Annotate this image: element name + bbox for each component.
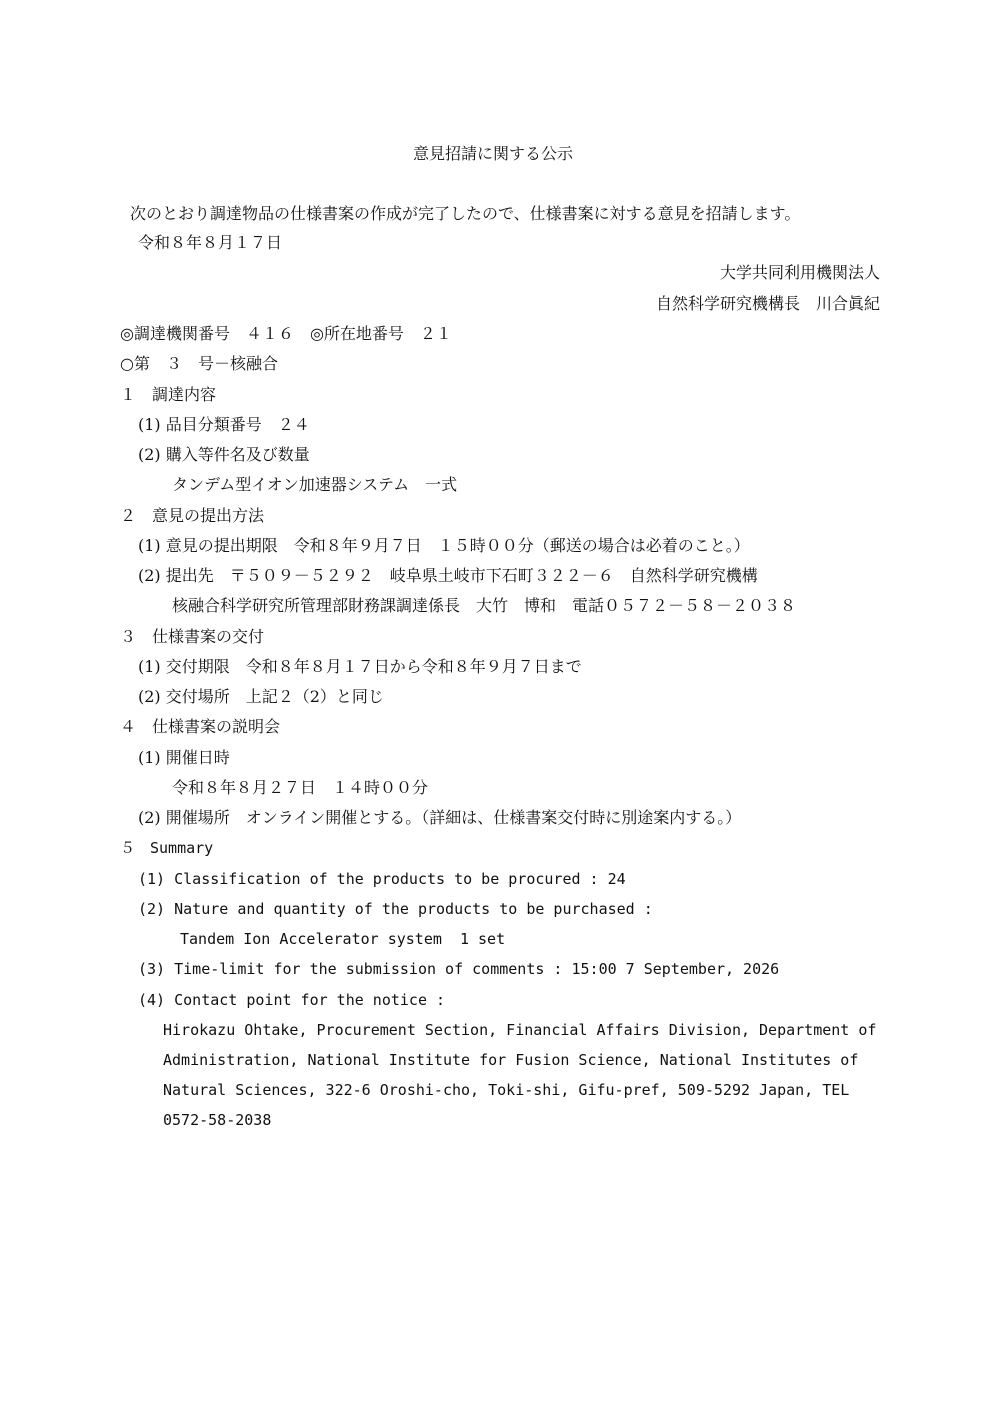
section2-item2: (2) 提出先 〒５０９－５２９２ 岐阜県土岐市下石町３２２－６ 自然科学研究機構 [138,566,758,585]
section3-item2: (2) 交付場所 上記２（2）と同じ [138,687,384,706]
notice-date: 令和８年８月１７日 [138,233,283,252]
contact-line: Hirokazu Ohtake, Procurement Section, Financial Affairs Division, Department of [163,1021,877,1039]
section5-item4: (4) Contact point for the notice : [138,991,446,1009]
section3-heading: ３ 仕様書案の交付 [120,627,265,646]
section5-item2: (2) Nature and quantity of the products to be purchased : [138,900,653,918]
category-line: ○第 ３ 号－核融合 [120,354,278,373]
section4-heading: ４ 仕様書案の説明会 [120,717,281,736]
section1-item2-detail: タンデム型イオン加速器システム 一式 [172,475,458,494]
contact-line: Administration, National Institute for Fusion Science, National Institutes of [163,1051,859,1069]
section2-item2-cont: 核融合科学研究所管理部財務課調達係長 大竹 博和 電話０５７２－５８－２０３８ [172,596,797,615]
section3-item1: (1) 交付期限 令和８年８月１７日から令和８年９月７日まで [138,657,582,676]
contact-line: 0572-58-2038 [163,1111,272,1129]
notice-title: 意見招請に関する公示 [413,144,574,163]
section2-heading: ２ 意見の提出方法 [120,506,265,525]
contact-line: Natural Sciences, 322-6 Oroshi-cho, Toki-shi, Gifu-pref, 509-5292 Japan, TEL [163,1081,850,1099]
section5-item3: (3) Time-limit for the submission of comments : 15:00 7 September, 2026 [138,960,780,978]
section4-item2: (2) 開催場所 オンライン開催とする。（詳細は、仕様書案交付時に別途案内する。） [138,808,742,827]
section5-heading: ５ Summary [120,839,214,857]
section1-item1: (1) 品目分類番号 ２４ [138,415,310,434]
section1-heading: １ 調達内容 [120,385,217,404]
section2-item1: (1) 意見の提出期限 令和８年９月７日 １５時００分（郵送の場合は必着のこと。） [138,536,750,555]
section1-item2: (2) 購入等件名及び数量 [138,445,310,464]
issuer-name: 自然科学研究機構長 川合眞紀 [655,294,880,313]
procurement-codes: ◎調達機関番号 ４１６ ◎所在地番号 ２１ [120,324,452,343]
section4-item1-detail: 令和８年８月２７日 １４時００分 [172,778,429,797]
section4-item1: (1) 開催日時 [138,748,230,767]
intro-text: 次のとおり調達物品の仕様書案の作成が完了したので、仕様書案に対する意見を招請します。 [130,204,801,223]
issuer-org: 大学共同利用機関法人 [719,263,880,282]
section5-item2-detail: Tandem Ion Accelerator system 1 set [180,930,506,948]
section5-item1: (1) Classification of the products to be procured : 24 [138,870,626,888]
